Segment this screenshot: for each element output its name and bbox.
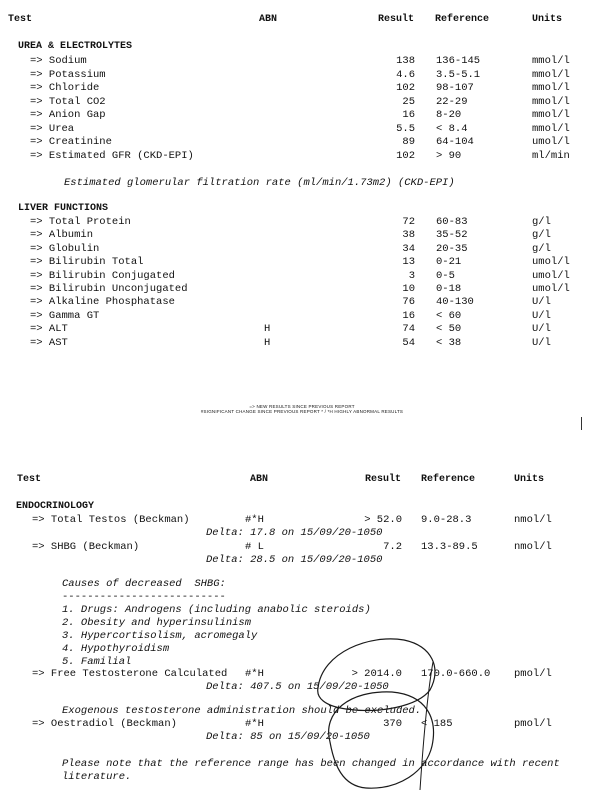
units: mmol/l <box>532 109 570 121</box>
result-value: 102 <box>396 149 415 162</box>
units: umol/l <box>532 136 570 148</box>
reference-range: 35-52 <box>436 229 468 242</box>
test-name: => Globulin <box>30 242 100 255</box>
col-header-result: Result <box>378 14 415 25</box>
reference-range: 20-35 <box>436 242 468 255</box>
col-header-reference-2: Reference <box>421 474 476 485</box>
result-value: 10 <box>402 283 415 295</box>
test-name: => Bilirubin Unconjugated <box>30 283 188 295</box>
units: umol/l <box>532 256 570 269</box>
col-header-test: Test <box>8 14 33 25</box>
result-value: 138 <box>396 55 415 67</box>
reference-range: > 90 <box>436 149 462 162</box>
units: mmol/l <box>532 95 570 108</box>
reference-range: 13.3-89.5 <box>421 541 478 553</box>
reference-range: 3.5-5.1 <box>436 68 481 81</box>
col-header-result-2: Result <box>365 474 402 485</box>
result-value: 13 <box>402 256 415 269</box>
test-name: => Bilirubin Conjugated <box>30 269 175 282</box>
result-value: > 52.0 <box>364 514 402 526</box>
units: U/l <box>532 323 551 336</box>
test-name: => Oestradiol (Beckman) <box>32 718 177 730</box>
test-name: => Chloride <box>30 82 100 94</box>
reference-range: 0-21 <box>436 256 462 269</box>
units: mmol/l <box>532 55 570 67</box>
units: nmol/l <box>514 514 552 526</box>
units: g/l <box>532 229 551 242</box>
col-header-units-2: Units <box>514 474 545 485</box>
result-value: 74 <box>402 323 415 336</box>
test-name: => Alkaline Phosphatase <box>30 296 175 309</box>
abn-flag: #*H <box>245 668 264 680</box>
result-value: 5.5 <box>396 122 415 135</box>
col-header-abn-2: ABN <box>250 474 269 485</box>
causes-rule: -------------------------- <box>62 591 226 603</box>
reference-range: < 60 <box>436 309 462 322</box>
reference-range: < 38 <box>436 336 462 349</box>
hand-drawn-stroke <box>420 662 433 790</box>
cause-item: 5. Familial <box>62 656 132 668</box>
result-value: 4.6 <box>396 68 415 81</box>
causes-title: Causes of decreased SHBG: <box>62 578 226 590</box>
result-value: 76 <box>402 296 415 309</box>
test-name: => Potassium <box>30 68 106 81</box>
abn-flag: H <box>264 323 271 336</box>
result-value: 25 <box>402 95 415 108</box>
delta-line: Delta: 28.5 on 15/09/20-1050 <box>206 554 383 566</box>
reference-range: 170.0-660.0 <box>421 668 491 680</box>
abn-flag: #*H <box>245 718 264 730</box>
cause-item: 2. Obesity and hyperinsulinism <box>62 617 252 629</box>
units: mmol/l <box>532 68 570 81</box>
result-value: 16 <box>402 109 415 121</box>
gfr-note: Estimated glomerular filtration rate (ml/min/1.73m2) (CKD-EPI) <box>64 177 455 189</box>
reference-change-note-line-2: literature. <box>62 771 132 783</box>
test-name: => AST <box>30 336 68 349</box>
units: ml/min <box>532 149 570 162</box>
reference-range: 64-104 <box>436 136 474 148</box>
units: U/l <box>532 296 551 309</box>
units: U/l <box>532 336 551 349</box>
delta-line: Delta: 407.5 on 15/09/20-1050 <box>206 681 389 693</box>
reference-change-note-line-1: Please note that the reference range has been changed in accordance with recent <box>62 758 560 770</box>
test-name: => ALT <box>30 323 68 336</box>
units: g/l <box>532 216 551 228</box>
footer-legend-line-1: => NEW RESULTS SINCE PREVIOUS REPORT <box>249 404 355 409</box>
test-name: => Sodium <box>30 55 87 67</box>
units: nmol/l <box>514 541 552 553</box>
reference-range: < 50 <box>436 323 462 336</box>
units: umol/l <box>532 283 570 295</box>
test-name: => Free Testosterone Calculated <box>32 668 228 680</box>
units: mmol/l <box>532 122 570 135</box>
section-title-urea-electrolytes: UREA & ELECTROLYTES <box>18 41 133 52</box>
abn-flag: #*H <box>245 514 264 526</box>
cause-item: 1. Drugs: Androgens (including anabolic steroids) <box>62 604 371 616</box>
test-name: => Creatinine <box>30 136 112 148</box>
col-header-abn: ABN <box>259 14 278 25</box>
footer-legend-line-2: #SIGNIFICANT CHANGE SINCE PREVIOUS REPORT * / *H HIGHLY ABNORMAL RESULTS <box>200 409 404 414</box>
result-value: 54 <box>402 336 415 349</box>
result-value: 102 <box>396 82 415 94</box>
hand-drawn-circle-oestradiol <box>329 692 434 788</box>
reference-range: 9.0-28.3 <box>421 514 472 526</box>
exogenous-note: Exogenous testosterone administration should be excluded. <box>62 705 422 717</box>
test-name: => Albumin <box>30 229 94 242</box>
units: g/l <box>532 242 551 255</box>
cause-item: 3. Hypercortisolism, acromegaly <box>62 630 258 642</box>
section-title-liver-functions: LIVER FUNCTIONS <box>18 203 109 214</box>
reference-range: < 8.4 <box>436 122 468 135</box>
abn-flag: # L <box>245 541 264 553</box>
col-header-test-2: Test <box>17 474 42 485</box>
reference-range: 98-107 <box>436 82 474 94</box>
reference-range: 8-20 <box>436 109 462 121</box>
col-header-units: Units <box>532 14 563 25</box>
reference-range: 22-29 <box>436 95 468 108</box>
delta-line: Delta: 17.8 on 15/09/20-1050 <box>206 527 383 539</box>
result-value: 89 <box>402 136 415 148</box>
units: umol/l <box>532 269 570 282</box>
abn-flag: H <box>264 336 271 349</box>
result-value: 3 <box>408 269 415 282</box>
units: mmol/l <box>532 82 570 94</box>
test-name: => Gamma GT <box>30 309 100 322</box>
test-name: => SHBG (Beckman) <box>32 541 140 553</box>
units: pmol/l <box>514 718 552 730</box>
result-value: 72 <box>402 216 415 228</box>
result-value: 7.2 <box>383 541 402 553</box>
reference-range: 0-5 <box>436 269 455 282</box>
result-value: 34 <box>402 242 415 255</box>
test-name: => Estimated GFR (CKD-EPI) <box>30 149 194 162</box>
section-title-endocrinology: ENDOCRINOLOGY <box>16 501 95 512</box>
test-name: => Total Testos (Beckman) <box>32 514 190 526</box>
reference-range: 136-145 <box>436 55 481 67</box>
test-name: => Total Protein <box>30 216 131 228</box>
result-value: 16 <box>402 309 415 322</box>
reference-range: 60-83 <box>436 216 468 228</box>
reference-range: 0-18 <box>436 283 462 295</box>
result-value: 370 <box>383 718 402 730</box>
units: U/l <box>532 309 551 322</box>
test-name: => Urea <box>30 122 75 135</box>
test-name: => Total CO2 <box>30 95 106 108</box>
col-header-reference: Reference <box>435 14 490 25</box>
test-name: => Anion Gap <box>30 109 106 121</box>
units: pmol/l <box>514 668 552 680</box>
cause-item: 4. Hypothyroidism <box>62 643 170 655</box>
delta-line: Delta: 85 on 15/09/20-1050 <box>206 731 370 743</box>
result-value: > 2014.0 <box>351 668 402 680</box>
reference-range: < 185 <box>421 718 453 730</box>
test-name: => Bilirubin Total <box>30 256 144 269</box>
result-value: 38 <box>402 229 415 242</box>
reference-range: 40-130 <box>436 296 474 309</box>
